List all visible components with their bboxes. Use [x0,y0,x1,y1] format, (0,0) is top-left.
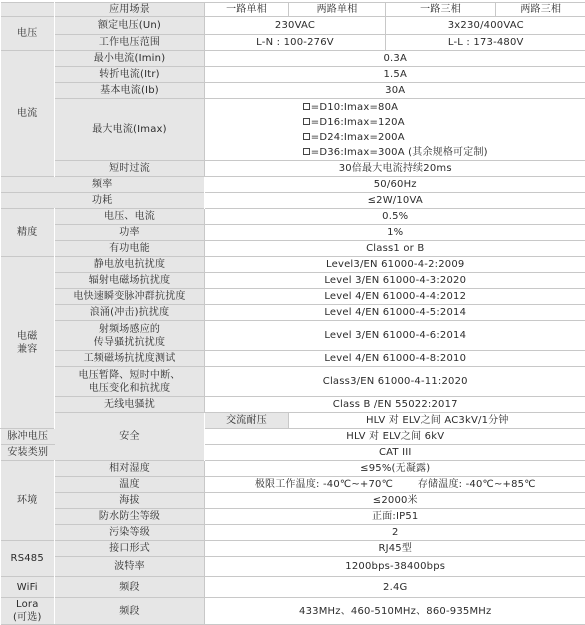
category-environment: 环境 [1,461,55,541]
label-emc-esd: 静电放电抗扰度 [55,257,205,273]
row-base-current [1,83,585,99]
label-overload: 短时过流 [55,161,205,177]
row-emc-rfi [1,397,585,413]
label-env-temp: 温度 [55,477,205,493]
row-min-current [1,51,585,67]
value-emc-esd: Level3/EN 61000-4-2:2009 [205,257,585,273]
value-emc-rf: Level 3/EN 61000-4-3:2020 [205,273,585,289]
header-col4: 两路三相 [496,3,585,17]
row-env-ip [1,509,585,525]
value-env-ip: 正面:IP51 [205,509,585,525]
header-category-blank [1,3,55,17]
value-rs485-baud: 1200bps-38400bps [205,557,585,577]
category-rs485: RS485 [1,541,55,577]
value-rs485-interface: RJ45型 [205,541,585,557]
max-current-note: (其余规格可定制) [408,147,488,158]
value-emc-eft: Level 4/EN 61000-4-4:2012 [205,289,585,305]
header-col3: 一路三相 [386,3,496,17]
value-overload: 30倍最大电流持续20ms [205,161,585,177]
category-lora: Lora (可选) [1,598,55,625]
value-emc-rfi: Class B /EN 55022:2017 [205,397,585,413]
row-lora-band [1,598,585,625]
value-frequency: 50/60Hz [205,177,585,193]
value-rated-three: 3x230/400VAC [386,17,585,35]
label-min-current: 最小电流(Imin) [55,51,205,67]
temp-work: 极限工作温度: -40℃~+70℃ [255,479,393,490]
label-voltage-range: 工作电压范围 [55,35,205,51]
max-option-1: =D10:Imax=80A [303,100,488,115]
label-rs485-baud: 波特率 [55,557,205,577]
label-emc-dip: 电压暂降、短时中断、 电压变化和抗扰度 [55,367,205,397]
label-safety-pulse: 脉冲电压 [1,429,55,445]
max-option-3: =D24:Imax=200A [303,130,488,145]
row-frequency [1,177,585,193]
label-power: 功耗 [1,193,205,209]
value-env-humidity: ≤95%(无凝露) [205,461,585,477]
value-env-pollution: 2 [205,525,585,541]
label-env-pollution: 污染等级 [55,525,205,541]
value-lora-band: 433MHz、460-510MHz、860-935MHz [205,598,585,625]
category-current: 电流 [1,51,55,177]
value-min-current: 0.3A [205,51,585,67]
value-safety-install: CAT III [205,445,585,461]
row-safety-ac [1,413,585,429]
row-transition-current [1,67,585,83]
max-option-4: =D36:Imax=300A (其余规格可定制) [303,145,488,160]
value-range-single: L-N : 100-276V [205,35,386,51]
value-range-three: L-L : 173-480V [386,35,585,51]
row-rated-voltage [1,17,585,35]
label-safety-ac: 交流耐压 [205,413,289,429]
value-accuracy-vi: 0.5% [205,209,585,225]
row-accuracy-p [1,225,585,241]
value-safety-pulse: HLV 对 ELV之间 6kV [205,429,585,445]
row-wifi-band [1,577,585,598]
label-emc-rfi: 无线电骚扰 [55,397,205,413]
label-lora-band: 频段 [55,598,205,625]
label-wifi-band: 频段 [55,577,205,598]
label-rs485-interface: 接口形式 [55,541,205,557]
checkbox-icon [303,148,310,155]
value-emc-surge: Level 4/EN 61000-4-5:2014 [205,305,585,321]
row-power [1,193,585,209]
row-env-humidity [1,461,585,477]
max-current-options [303,100,488,160]
category-safety: 安全 [55,413,205,461]
value-emc-conducted: Level 3/EN 61000-4-6:2014 [205,321,585,351]
checkbox-icon [303,133,310,140]
value-rated-single: 230VAC [205,17,386,35]
category-voltage: 电压 [1,17,55,51]
value-env-altitude: ≤2000米 [205,493,585,509]
label-emc-rf: 辐射电磁场抗扰度 [55,273,205,289]
label-safety-install: 安装类别 [1,445,55,461]
header-row [1,3,585,17]
value-max-current [205,99,585,161]
row-emc-dip [1,367,585,397]
category-accuracy: 精度 [1,209,55,257]
label-env-humidity: 相对湿度 [55,461,205,477]
row-emc-rf [1,273,585,289]
row-rs485-baud [1,557,585,577]
value-base-current: 30A [205,83,585,99]
row-accuracy-energy [1,241,585,257]
row-overload [1,161,585,177]
value-emc-dip: Class3/EN 61000-4-11:2020 [205,367,585,397]
row-env-pollution [1,525,585,541]
header-col2: 两路单相 [289,3,386,17]
category-emc: 电磁 兼容 [1,257,55,429]
label-frequency: 频率 [1,177,205,193]
label-max-current: 最大电流(Imax) [55,99,205,161]
max-option-2: =D16:Imax=120A [303,115,488,130]
value-accuracy-p: 1% [205,225,585,241]
label-transition-current: 转折电流(Itr) [55,67,205,83]
checkbox-icon [303,103,310,110]
row-rs485-interface [1,541,585,557]
header-col1: 一路单相 [205,3,289,17]
value-accuracy-energy: Class1 or B [205,241,585,257]
value-wifi-band: 2.4G [205,577,585,598]
row-env-temp [1,477,585,493]
label-emc-eft: 电快速瞬变脉冲群抗扰度 [55,289,205,305]
label-accuracy-energy: 有功电能 [55,241,205,257]
label-env-ip: 防水防尘等级 [55,509,205,525]
row-emc-surge [1,305,585,321]
checkbox-icon [303,118,310,125]
label-emc-conducted: 射频场感应的 传导骚扰抗扰度 [55,321,205,351]
row-emc-pfm [1,351,585,367]
value-power: ≤2W/10VA [205,193,585,209]
label-emc-pfm: 工频磁场抗扰度测试 [55,351,205,367]
label-emc-surge: 浪涌(冲击)抗扰度 [55,305,205,321]
temp-storage: 存储温度: -40℃~+85℃ [418,479,536,490]
label-rated-voltage: 额定电压(Un) [55,17,205,35]
row-max-current [1,99,585,161]
value-env-temp [205,477,585,493]
category-wifi: WiFi [1,577,55,598]
value-safety-ac: HLV 对 ELV之间 AC3kV/1分钟 [289,413,585,429]
label-env-altitude: 海拔 [55,493,205,509]
value-emc-pfm: Level 4/EN 61000-4-8:2010 [205,351,585,367]
label-accuracy-vi: 电压、电流 [55,209,205,225]
label-accuracy-p: 功率 [55,225,205,241]
header-scene: 应用场景 [55,3,205,17]
row-emc-esd [1,257,585,273]
row-emc-conducted [1,321,585,351]
row-emc-eft [1,289,585,305]
label-base-current: 基本电流(Ib) [55,83,205,99]
value-transition-current: 1.5A [205,67,585,83]
row-accuracy-vi [1,209,585,225]
row-env-altitude [1,493,585,509]
spec-table [0,2,585,625]
row-voltage-range [1,35,585,51]
